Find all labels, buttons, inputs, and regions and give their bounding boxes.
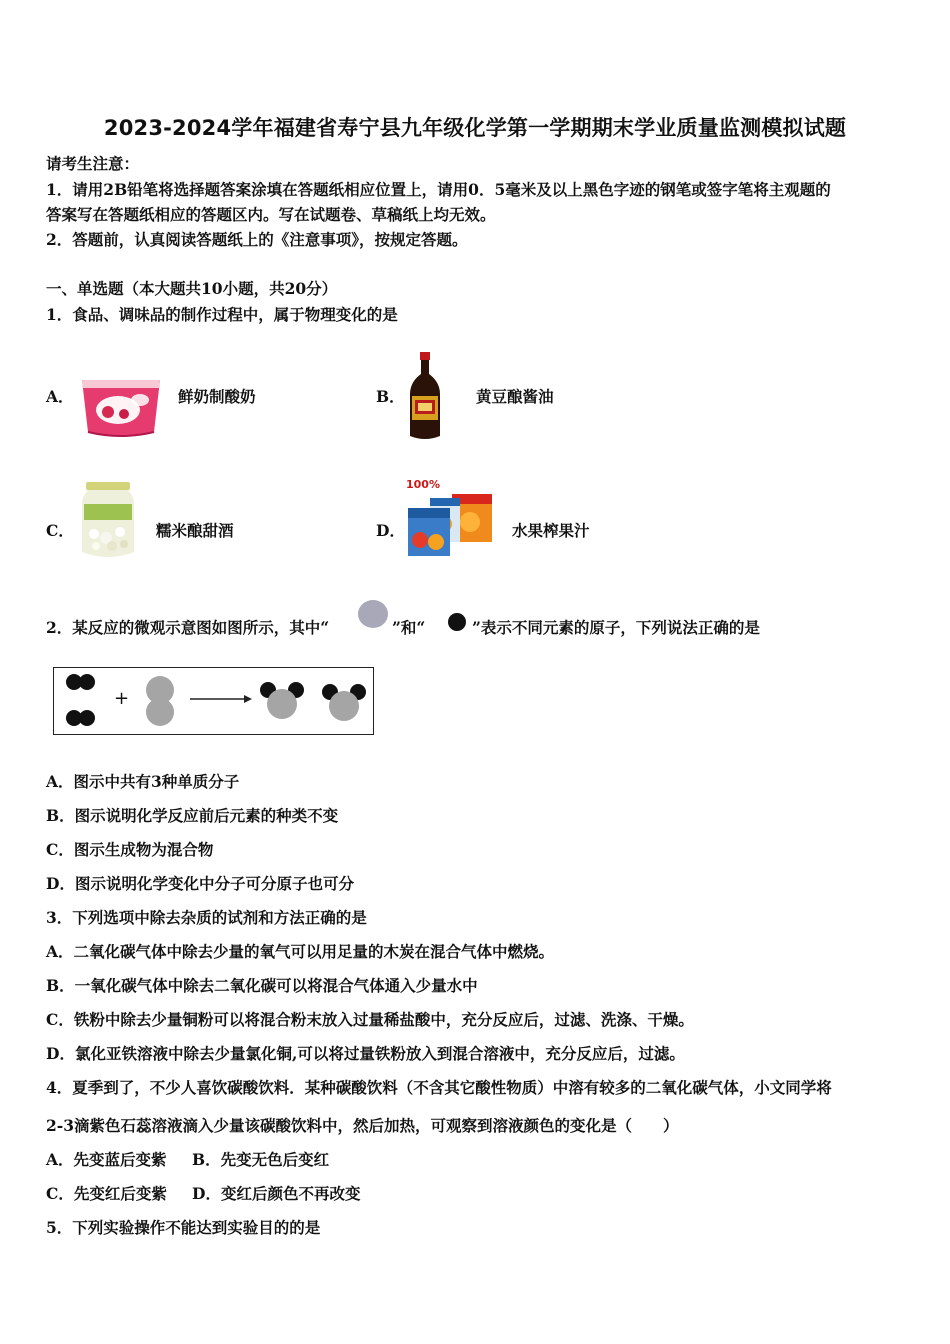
- soy-sauce-bottle-image: [406, 352, 444, 440]
- question-1-stem: 1．食品、调味品的制作过程中，属于物理变化的是: [46, 305, 398, 324]
- plus-sign: +: [114, 688, 130, 709]
- question-3-stem: 3．下列选项中除去杂质的试剂和方法正确的是: [46, 908, 367, 927]
- question-2-stem-part-b: ”和“: [392, 618, 426, 637]
- reaction-arrow-head: [244, 695, 252, 703]
- yogurt-cup-image: [78, 374, 164, 440]
- juice-boxes-image: [404, 478, 496, 560]
- reaction-diagram: [53, 667, 374, 735]
- product-gray-atom: [267, 689, 297, 719]
- notice-line-1: 1．请用2B铅笔将选择题答案涂填在答题纸相应位置上，请用0．5毫米及以上黑色字迹的钢笔或签字笔将主观题的: [46, 180, 831, 199]
- question-2-stem-part-c: ”表示不同元素的原子，下列说法正确的是: [472, 618, 760, 637]
- q1-option-c-label: C．: [46, 521, 74, 540]
- notice-line-2: 2．答题前，认真阅读答题纸上的《注意事项》，按规定答题。: [46, 230, 468, 249]
- q2-option-c: C．图示生成物为混合物: [46, 840, 214, 859]
- q1-option-a-label: A．: [46, 387, 74, 406]
- question-2-stem-part-a: 2．某反应的微观示意图如图所示，其中“: [46, 618, 330, 637]
- rice-wine-jar-image: [80, 482, 136, 560]
- q3-option-d: D．氯化亚铁溶液中除去少量氯化铜,可以将过量铁粉放入到混合溶液中，充分反应后，过滤。: [46, 1044, 685, 1063]
- q2-option-b: B．图示说明化学反应前后元素的种类不变: [46, 806, 339, 825]
- q2-option-d: D．图示说明化学变化中分子可分原子也可分: [46, 874, 354, 893]
- notice-line-1b: 答案写在答题纸相应的答题区内。写在试题卷、草稿纸上均无效。: [46, 205, 496, 224]
- product-gray-atom: [329, 691, 359, 721]
- page-title: 2023-2024学年福建省寿宁县九年级化学第一学期期末学业质量监测模拟试题: [103, 116, 847, 140]
- section-heading: 一、单选题（本大题共10小题，共20分）: [46, 279, 338, 298]
- q1-option-a-text: 鲜奶制酸奶: [178, 387, 256, 406]
- q3-option-c: C．铁粉中除去少量铜粉可以将混合粉末放入过量稀盐酸中，充分反应后，过滤、洗涤、干燥。: [46, 1010, 694, 1029]
- reactant-black-atom: [79, 674, 95, 690]
- q1-option-d-label: D．: [376, 521, 405, 540]
- q1-option-b-text: 黄豆酿酱油: [476, 387, 554, 406]
- q4-option-d: D．变红后颜色不再改变: [192, 1184, 361, 1203]
- q3-option-b: B．一氧化碳气体中除去二氧化碳可以将混合气体通入少量水中: [46, 976, 478, 995]
- gray-atom-icon: [358, 600, 388, 628]
- question-4-stem-line-2: 2-3滴紫色石蕊溶液滴入少量该碳酸饮料中，然后加热，可观察到溶液颜色的变化是（ ）: [46, 1116, 679, 1135]
- q3-option-a: A．二氧化碳气体中除去少量的氧气可以用足量的木炭在混合气体中燃烧。: [46, 942, 555, 961]
- q1-option-c-text: 糯米酿甜酒: [156, 521, 234, 540]
- question-5-stem: 5．下列实验操作不能达到实验目的的是: [46, 1218, 321, 1237]
- black-atom-icon: [448, 613, 466, 631]
- reactant-black-atom: [79, 710, 95, 726]
- juice-badge-text: 100%: [406, 478, 440, 491]
- q4-option-b: B．先变无色后变红: [192, 1150, 330, 1169]
- notice-heading: 请考生注意：: [46, 154, 140, 173]
- q2-option-a: A．图示中共有3种单质分子: [46, 772, 240, 791]
- q1-option-d-text: 水果榨果汁: [512, 521, 590, 540]
- reactant-gray-atom: [146, 698, 174, 726]
- q4-option-a: A．先变蓝后变紫: [46, 1150, 167, 1169]
- q4-option-c: C．先变红后变紫: [46, 1184, 167, 1203]
- question-4-stem-line-1: 4．夏季到了，不少人喜饮碳酸饮料．某种碳酸饮料（不含其它酸性物质）中溶有较多的二氧化碳气体，小文同学将: [46, 1078, 832, 1097]
- q1-option-b-label: B．: [376, 387, 405, 406]
